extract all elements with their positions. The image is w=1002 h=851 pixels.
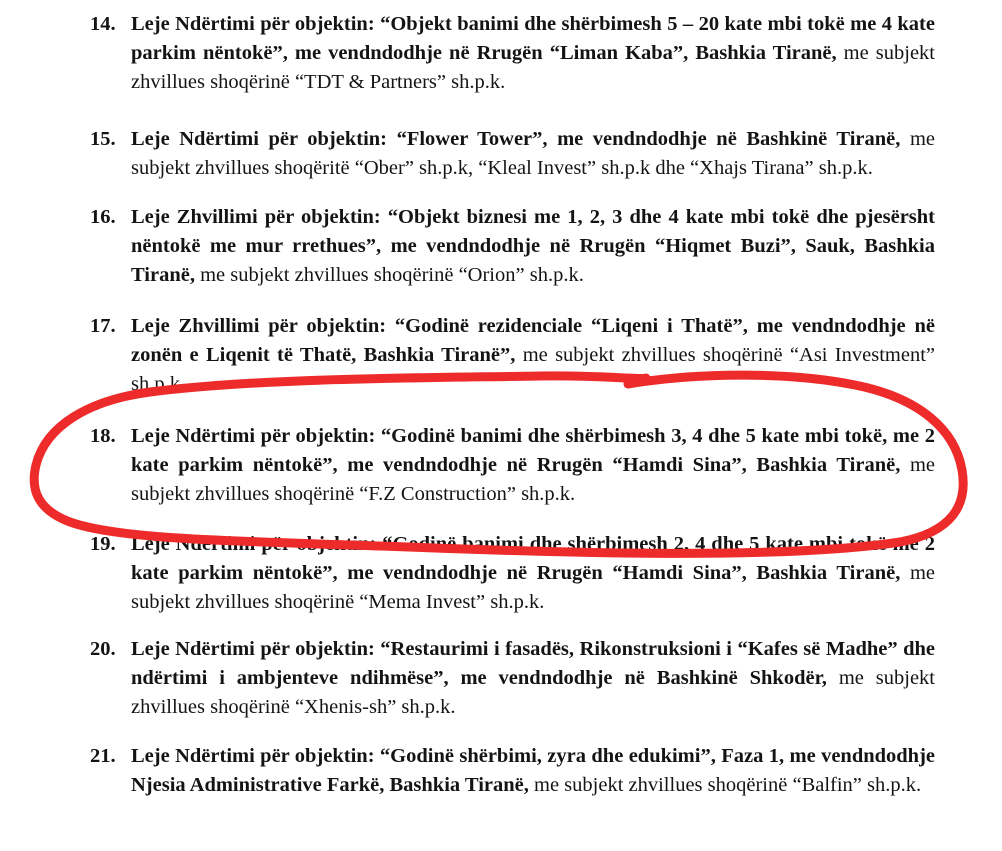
item-developer: me subjekt zhvillues shoqërinë “Balfin” sh.p.k. [528, 774, 922, 796]
item-developer: me subjekt zhvillues shoqërinë “TDT & Partners” sh.p.k. [131, 42, 935, 93]
item-text [131, 530, 935, 617]
item-text [131, 203, 935, 290]
item-number: 15. [90, 128, 116, 150]
item-text [131, 125, 935, 183]
item-number: 17. [90, 315, 116, 337]
item-number: 18. [90, 425, 116, 447]
item-title: Leje Zhvillimi për objektin: “Objekt biznesi me 1, 2, 3 dhe 4 kate mbi tokë dhe pjesërsht nëntokë me mur rrethues”, me vendndodhje në Rrugën “Hiqmet Buzi”, Sauk, Bashkia Tiranë, [131, 206, 935, 286]
item-text [131, 742, 935, 800]
item-title: Leje Ndërtimi për objektin: “Restaurimi i fasadës, Rikonstruksioni i “Kafes së Madhe” dhe ndërtimi i ambjenteve ndihmëse”, me vendndodhje në Bashkinë Shkodër, [131, 638, 935, 689]
list-item [90, 742, 935, 800]
item-title: Leje Ndërtimi për objektin: “Godinë shërbimi, zyra dhe edukimi”, Faza 1, me vendndodhje Njesia Administrative Farkë, Bashkia Tiranë, [131, 745, 935, 796]
item-text [131, 312, 935, 399]
item-number: 14. [90, 13, 116, 35]
item-developer: me subjekt zhvillues shoqërinë “Orion” sh.p.k. [194, 264, 584, 286]
item-number: 21. [90, 745, 116, 767]
item-title: Leje Ndërtimi për objektin: “Godinë banimi dhe shërbimesh 3, 4 dhe 5 kate mbi tokë, me 2 kate parkim nëntokë”, me vendndodhje në Rrugën “Hamdi Sina”, Bashkia Tiranë, [131, 425, 935, 476]
item-title: Leje Ndërtimi për objektin: “Objekt banimi dhe shërbimesh 5 – 20 kate mbi tokë me 4 kate parkim nëntokë”, me vendndodhje në Rrugën “Liman Kaba”, Bashkia Tiranë, [131, 13, 935, 64]
item-text [131, 10, 935, 97]
item-developer: me subjekt zhvillues shoqëritë “Ober” sh.p.k, “Kleal Invest” sh.p.k dhe “Xhajs Tirana” sh.p.k. [131, 128, 936, 179]
list-item [90, 635, 935, 722]
list-item [90, 530, 935, 617]
item-title: Leje Zhvillimi për objektin: “Godinë rezidenciale “Liqeni i Thatë”, me vendndodhje në zonën e Liqenit të Thatë, Bashkia Tiranë”, [131, 315, 935, 366]
item-number: 20. [90, 638, 116, 660]
list-item [90, 422, 935, 509]
item-developer: me subjekt zhvillues shoqërinë “Xhenis-sh” sh.p.k. [131, 667, 935, 718]
item-developer: me subjekt zhvillues shoqërinë “F.Z Construction” sh.p.k. [131, 454, 936, 505]
list-item [90, 203, 935, 290]
list-item [90, 312, 935, 399]
list-item [90, 125, 935, 183]
item-title: Leje Ndërtimi për objektin: “Godinë banimi dhe shërbimesh 2, 4 dhe 5 kate mbi tokë me 2 kate parkim nëntokë”, me vendndodhje në Rrugën “Hamdi Sina”, Bashkia Tiranë, [131, 533, 935, 584]
item-text [131, 635, 935, 722]
item-developer: me subjekt zhvillues shoqërinë “Mema Invest” sh.p.k. [131, 562, 936, 613]
item-text [131, 422, 935, 509]
list-item [90, 10, 935, 97]
item-number: 19. [90, 533, 116, 555]
item-title: Leje Ndërtimi për objektin: “Flower Tower”, me vendndodhje në Bashkinë Tiranë, [131, 128, 901, 150]
item-developer: me subjekt zhvillues shoqërinë “Asi Investment” sh.p.k. [131, 344, 935, 395]
item-number: 16. [90, 206, 116, 228]
